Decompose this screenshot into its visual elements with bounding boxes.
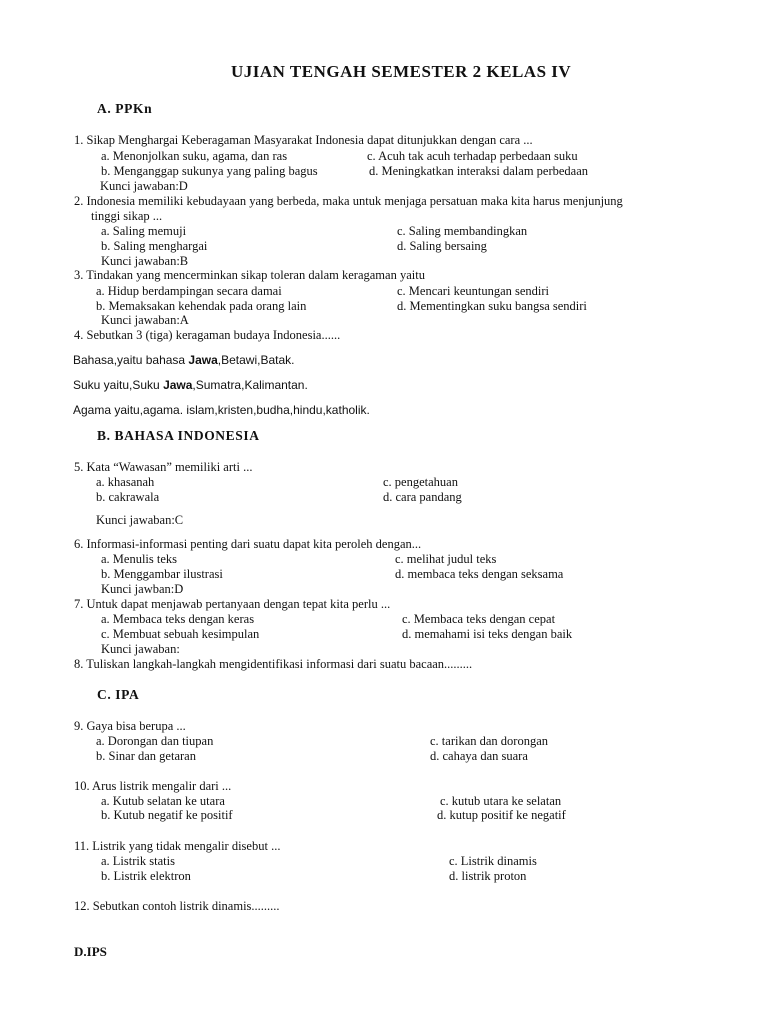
- q3-option-b: b. Memaksakan kehendak pada orang lain: [96, 299, 307, 313]
- question-1: 1. Sikap Menghargai Keberagaman Masyarakat Indonesia dapat ditunjukkan dengan cara ...: [74, 133, 533, 147]
- question-12: 12. Sebutkan contoh listrik dinamis.........: [74, 899, 280, 913]
- section-heading-ips: D.IPS: [74, 944, 107, 959]
- question-2-line-2: tinggi sikap ...: [91, 209, 163, 223]
- q11-option-c: c. Listrik dinamis: [449, 854, 537, 868]
- q10-option-d: d. kutup positif ke negatif: [437, 808, 566, 822]
- q11-option-a: a. Listrik statis: [101, 854, 175, 868]
- q10-option-a: a. Kutub selatan ke utara: [101, 794, 225, 808]
- question-2-line-1: 2. Indonesia memiliki kebudayaan yang berbeda, maka untuk menjaga persatuan maka kita harus menjunjung: [74, 194, 623, 208]
- q4-answer-suku-bold: Jawa: [163, 378, 193, 392]
- q7-option-c: c. Membaca teks dengan cepat: [402, 612, 556, 626]
- q9-option-a: a. Dorongan dan tiupan: [96, 734, 214, 748]
- q1-option-d: d. Meningkatkan interaksi dalam perbedaan: [369, 164, 589, 178]
- q10-option-c: c. kutub utara ke selatan: [440, 794, 562, 808]
- page-title: UJIAN TENGAH SEMESTER 2 KELAS IV: [231, 62, 572, 81]
- q4-answer-bahasa-bold: Jawa: [188, 353, 218, 367]
- q3-option-c: c. Mencari keuntungan sendiri: [397, 284, 550, 298]
- section-heading-bahasa-indonesia: B. BAHASA INDONESIA: [97, 428, 260, 443]
- q4-answer-suku-post: ,Sumatra,Kalimantan.: [192, 378, 308, 392]
- q4-answer-bahasa-pre: Bahasa,yaitu bahasa: [73, 353, 189, 367]
- q4-answer-suku-pre: Suku yaitu,Suku: [73, 378, 164, 392]
- q5-option-b: b. cakrawala: [96, 490, 160, 504]
- q5-option-c: c. pengetahuan: [383, 475, 458, 489]
- q9-option-d: d. cahaya dan suara: [430, 749, 528, 763]
- q2-answer-key: Kunci jawaban:B: [101, 254, 189, 268]
- q1-option-c: c. Acuh tak acuh terhadap perbedaan suku: [367, 149, 578, 163]
- q10-option-b: b. Kutub negatif ke positif: [101, 808, 233, 822]
- q6-option-a: a. Menulis teks: [101, 552, 178, 566]
- q4-answer-agama: Agama yaitu,agama. islam,kristen,budha,hindu,katholik.: [73, 403, 370, 417]
- q6-option-b: b. Menggambar ilustrasi: [101, 567, 223, 581]
- question-3: 3. Tindakan yang mencerminkan sikap toleran dalam keragaman yaitu: [74, 268, 425, 282]
- q3-answer-key: Kunci jawaban:A: [101, 313, 189, 327]
- q1-option-b: b. Menganggap sukunya yang paling bagus: [101, 164, 318, 178]
- q4-answer-bahasa-post: ,Betawi,Batak.: [217, 353, 295, 367]
- q2-option-d: d. Saling bersaing: [397, 239, 487, 253]
- question-5: 5. Kata “Wawasan” memiliki arti ...: [74, 460, 253, 474]
- q9-option-b: b. Sinar dan getaran: [96, 749, 196, 763]
- q3-option-d: d. Mementingkan suku bangsa sendiri: [397, 299, 587, 313]
- question-11: 11. Listrik yang tidak mengalir disebut ...: [74, 839, 281, 853]
- q1-option-a: a. Menonjolkan suku, agama, dan ras: [101, 149, 288, 163]
- section-heading-ppkn: A. PPKn: [97, 101, 153, 116]
- q5-answer-key: Kunci jawaban:C: [96, 513, 184, 527]
- question-10: 10. Arus listrik mengalir dari ...: [74, 779, 232, 793]
- q11-option-b: b. Listrik elektron: [101, 869, 191, 883]
- q5-option-a: a. khasanah: [96, 475, 155, 489]
- q11-option-d: d. listrik proton: [449, 869, 527, 883]
- q6-option-d: d. membaca teks dengan seksama: [395, 567, 564, 581]
- q4-answer-suku: [73, 378, 308, 393]
- question-8: 8. Tuliskan langkah-langkah mengidentifikasi informasi dari suatu bacaan.........: [74, 657, 473, 671]
- q7-answer-key: Kunci jawaban:: [101, 642, 180, 656]
- q7-option-b: c. Membuat sebuah kesimpulan: [101, 627, 260, 641]
- question-6: 6. Informasi-informasi penting dari suatu dapat kita peroleh dengan...: [74, 537, 422, 551]
- q2-option-c: c. Saling membandingkan: [397, 224, 528, 238]
- q6-option-c: c. melihat judul teks: [395, 552, 497, 566]
- q7-option-a: a. Membaca teks dengan keras: [101, 612, 255, 626]
- question-9: 9. Gaya bisa berupa ...: [74, 719, 186, 733]
- q7-option-d: d. memahami isi teks dengan baik: [402, 627, 573, 641]
- section-heading-ipa: C. IPA: [97, 687, 140, 702]
- q5-option-d: d. cara pandang: [383, 490, 462, 504]
- q2-option-b: b. Saling menghargai: [101, 239, 208, 253]
- q4-answer-bahasa: [73, 353, 295, 368]
- q6-answer-key: Kunci jawban:D: [101, 582, 184, 596]
- q9-option-c: c. tarikan dan dorongan: [430, 734, 549, 748]
- q3-option-a: a. Hidup berdampingan secara damai: [96, 284, 282, 298]
- q1-answer-key: Kunci jawaban:D: [100, 179, 188, 193]
- question-7: 7. Untuk dapat menjawab pertanyaan dengan tepat kita perlu ...: [74, 597, 391, 611]
- q2-option-a: a. Saling memuji: [101, 224, 187, 238]
- question-4: 4. Sebutkan 3 (tiga) keragaman budaya Indonesia......: [74, 328, 341, 342]
